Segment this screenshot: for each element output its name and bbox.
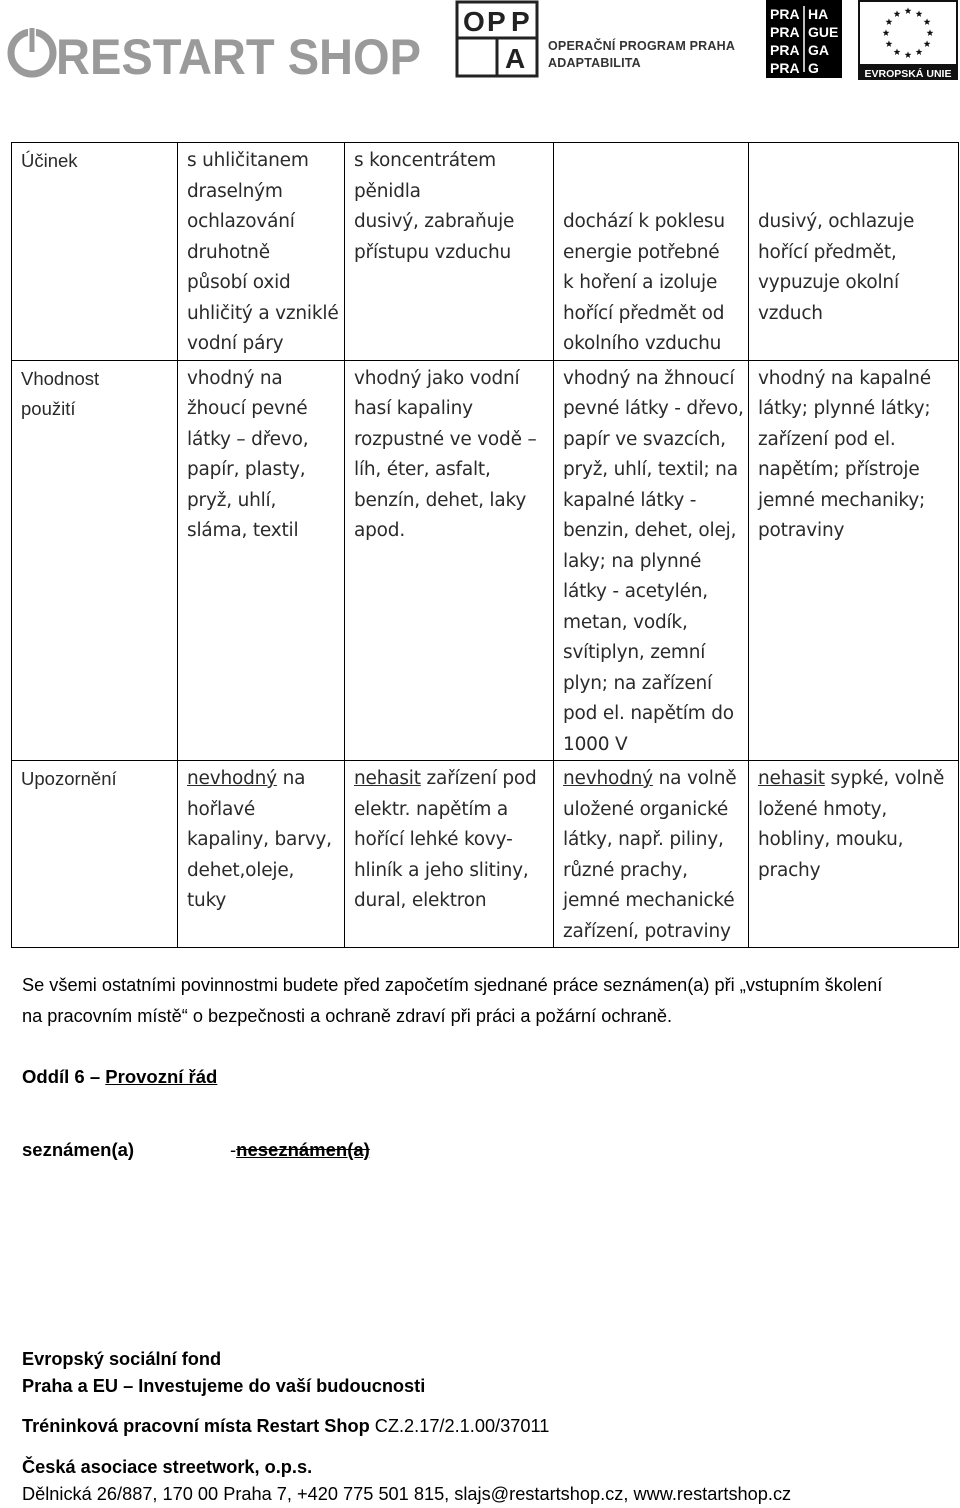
- cell-line: hořící předmět od: [563, 302, 725, 324]
- cell-line: pryž, uhlí,: [187, 489, 277, 511]
- cell-c2: nevhodný na hořlavé kapaliny, barvy, dehet,oleje, tuky: [178, 761, 345, 948]
- page-header: [0, 0, 960, 84]
- cell-c4: [554, 360, 749, 761]
- cell-line: hliník a jeho slitiny,: [354, 859, 529, 881]
- cell-line: vhodný na kapalné: [758, 367, 931, 389]
- cell-line: vodní páry: [187, 333, 284, 354]
- cell-line: Vhodnost: [21, 367, 100, 389]
- cell-line: vzduch: [758, 302, 823, 324]
- cell-c5: [749, 360, 959, 761]
- row-vhodnost: [12, 360, 959, 761]
- opp-logo: [455, 0, 539, 78]
- cell-line: dusivý, zabraňuje: [354, 211, 515, 232]
- cell-line: [758, 177, 952, 208]
- cell-line: Účinek: [21, 150, 78, 171]
- footer-project: Tréninková pracovní místa Restart Shop CZ.2.17/2.1.00/37011: [22, 1416, 550, 1436]
- section-heading: Oddíl 6 – Provozní řád: [22, 1066, 218, 1087]
- cell-line: 1000 V: [563, 733, 628, 755]
- section-title: Provozní řád: [105, 1066, 218, 1087]
- cell-line: uložené organické: [563, 798, 729, 820]
- cell-line: vhodný jako vodní: [354, 367, 520, 389]
- eu-label: EVROPSKÁ UNIE: [864, 68, 952, 80]
- cell-line: papír, plasty,: [187, 459, 306, 480]
- cell-line: pevné látky - dřevo,: [563, 398, 744, 419]
- cell-line: dehet,oleje,: [187, 859, 295, 881]
- restart-shop-logo: [6, 24, 426, 82]
- cell-line: rozpustné ve vodě –: [354, 428, 537, 450]
- cell-line: žhoucí pevné: [187, 398, 308, 419]
- cell-line: laky; na plynné: [563, 550, 702, 572]
- cell-line: hořící lehké kovy-: [354, 829, 513, 850]
- row-label: [12, 761, 178, 948]
- eu-flag-logo: [858, 0, 958, 80]
- cell-c5: [749, 143, 959, 361]
- cell-c3: nehasit zařízení pod elektr. napětím a hořící lehké kovy- hliník a jeho slitiny, dural, elektron: [345, 761, 554, 948]
- cell-line: kapalné látky -: [563, 489, 697, 511]
- cell-line: [563, 177, 742, 208]
- opp-program-name: OPERAČNÍ PROGRAM PRAHA ADAPTABILITA: [548, 39, 736, 70]
- svg-text:PRA: PRA: [770, 24, 800, 40]
- svg-text:A: A: [505, 43, 526, 74]
- cell-line: látky; plynné látky;: [758, 398, 931, 419]
- row-upozorneni: [12, 761, 959, 948]
- cell-line: hořící předmět,: [758, 241, 897, 263]
- cell-c4: [554, 143, 749, 361]
- cell-line: zařízení pod el.: [758, 428, 896, 450]
- cell-line: pod el. napětím do: [563, 703, 734, 724]
- cell-line: plyn; na zařízení: [563, 672, 712, 694]
- row-label: [12, 360, 178, 761]
- cell-line: vypuzuje okolní: [758, 272, 899, 293]
- row-label: [12, 143, 178, 361]
- cell-line: působí oxid: [187, 272, 291, 293]
- svg-text:PRA: PRA: [770, 6, 800, 22]
- cell-line: s koncentrátem: [354, 150, 496, 171]
- cell-line: druhotně: [187, 241, 270, 263]
- cell-line: napětím; přístroje: [758, 459, 920, 480]
- cell-c2: [178, 360, 345, 761]
- cell-c3: [345, 360, 554, 761]
- cell-line: hobliny, mouku,: [758, 829, 904, 850]
- cell-line: apod.: [354, 520, 406, 541]
- cell-line: svítiplyn, zemní: [563, 642, 706, 663]
- svg-text:P: P: [487, 6, 506, 37]
- svg-text:P: P: [511, 6, 530, 37]
- svg-text:G: G: [808, 60, 819, 76]
- cell-line: tuky: [187, 890, 227, 911]
- ack-acquainted: seznámen(a): [22, 1139, 135, 1160]
- restart-logo-text: RESTART SHOP: [56, 29, 421, 82]
- cell-line: dural, elektron: [354, 890, 487, 911]
- cell-line: Upozornění: [21, 768, 117, 789]
- cell-line: látky, např. piliny,: [563, 829, 724, 850]
- cell-line: hasí kapaliny: [354, 398, 473, 419]
- footer-esf: Evropský sociální fond: [22, 1349, 222, 1369]
- cell-line: okolního vzduchu: [563, 333, 722, 354]
- training-paragraph: Se všemi ostatními povinnostmi budete před započetím sjednané práce seznámen(a) při „vstupním školení na pracovním místě“ o bezpečnosti a ochraně zdraví při práci a požární ochraně.: [22, 975, 883, 1026]
- footer-organization: Česká asociace streetwork, o.p.s.: [22, 1457, 313, 1477]
- cell-line: vhodný na žhnoucí: [563, 367, 735, 389]
- cell-line: s uhličitanem: [187, 150, 309, 171]
- cell-line: pěnidla: [354, 180, 421, 202]
- cell-line: energie potřebné: [563, 241, 720, 263]
- cell-line: látky – dřevo,: [187, 428, 309, 450]
- cell-line: sláma, textil: [187, 520, 299, 541]
- svg-text:O: O: [463, 6, 485, 37]
- praha-logo: [766, 0, 842, 78]
- svg-text:GA: GA: [808, 42, 829, 58]
- cell-line: prachy: [758, 859, 821, 881]
- cell-line: benzin, dehet, olej,: [563, 520, 737, 541]
- cell-line: jemné mechaniky;: [758, 489, 926, 511]
- cell-line: ložené hmoty,: [758, 798, 888, 820]
- cell-c5: nehasit sypké, volně ložené hmoty, hobliny, mouku, prachy: [749, 761, 959, 948]
- row-ucinek: [12, 143, 959, 361]
- svg-text:PRA: PRA: [770, 60, 800, 76]
- svg-text:PRA: PRA: [770, 42, 800, 58]
- cell-line: [758, 146, 952, 177]
- cell-line: dochází k poklesu: [563, 211, 725, 232]
- cell-c4: nevhodný na volně uložené organické látky, např. piliny, různé prachy, jemné mechanické zařízení, potraviny: [554, 761, 749, 948]
- cell-line: zařízení, potraviny: [563, 920, 731, 942]
- svg-text:HA: HA: [808, 6, 829, 22]
- cell-line: [563, 146, 742, 177]
- cell-line: potraviny: [758, 520, 845, 541]
- svg-text:GUE: GUE: [808, 24, 839, 40]
- cell-line: látky - acetylén,: [563, 581, 708, 602]
- ack-not-acquainted: -neseznámen(a): [230, 1139, 370, 1160]
- cell-line: různé prachy,: [563, 859, 688, 881]
- cell-line: dusivý, ochlazuje: [758, 211, 915, 232]
- cell-line: elektr. napětím a: [354, 798, 508, 820]
- cell-line: ochlazování: [187, 211, 295, 232]
- footer-contact: Dělnická 26/887, 170 00 Praha 7, +420 775 501 815, slajs@restartshop.cz, www.restartshop.cz: [22, 1484, 792, 1504]
- cell-line: hořlavé: [187, 798, 256, 820]
- cell-line: pryž, uhlí, textil; na: [563, 459, 738, 480]
- cell-line: papír ve svazcích,: [563, 428, 726, 450]
- cell-line: vhodný na: [187, 367, 283, 389]
- cell-c3: [345, 143, 554, 361]
- cell-line: k hoření a izoluje: [563, 272, 718, 293]
- cell-line: přístupu vzduchu: [354, 241, 512, 263]
- extinguisher-table: [11, 142, 959, 948]
- cell-line: použití: [21, 398, 76, 419]
- cell-line: draselným: [187, 180, 283, 202]
- cell-line: benzín, dehet, laky: [354, 489, 527, 511]
- cell-line: kapaliny, barvy,: [187, 829, 332, 850]
- cell-line: metan, vodík,: [563, 611, 688, 633]
- footer-praha-eu: Praha a EU – Investujeme do vaší budoucnosti: [22, 1376, 426, 1396]
- cell-line: líh, éter, asfalt,: [354, 459, 491, 480]
- cell-c2: [178, 143, 345, 361]
- cell-line: uhličitý a vzniklé: [187, 302, 339, 324]
- cell-line: jemné mechanické: [563, 890, 735, 911]
